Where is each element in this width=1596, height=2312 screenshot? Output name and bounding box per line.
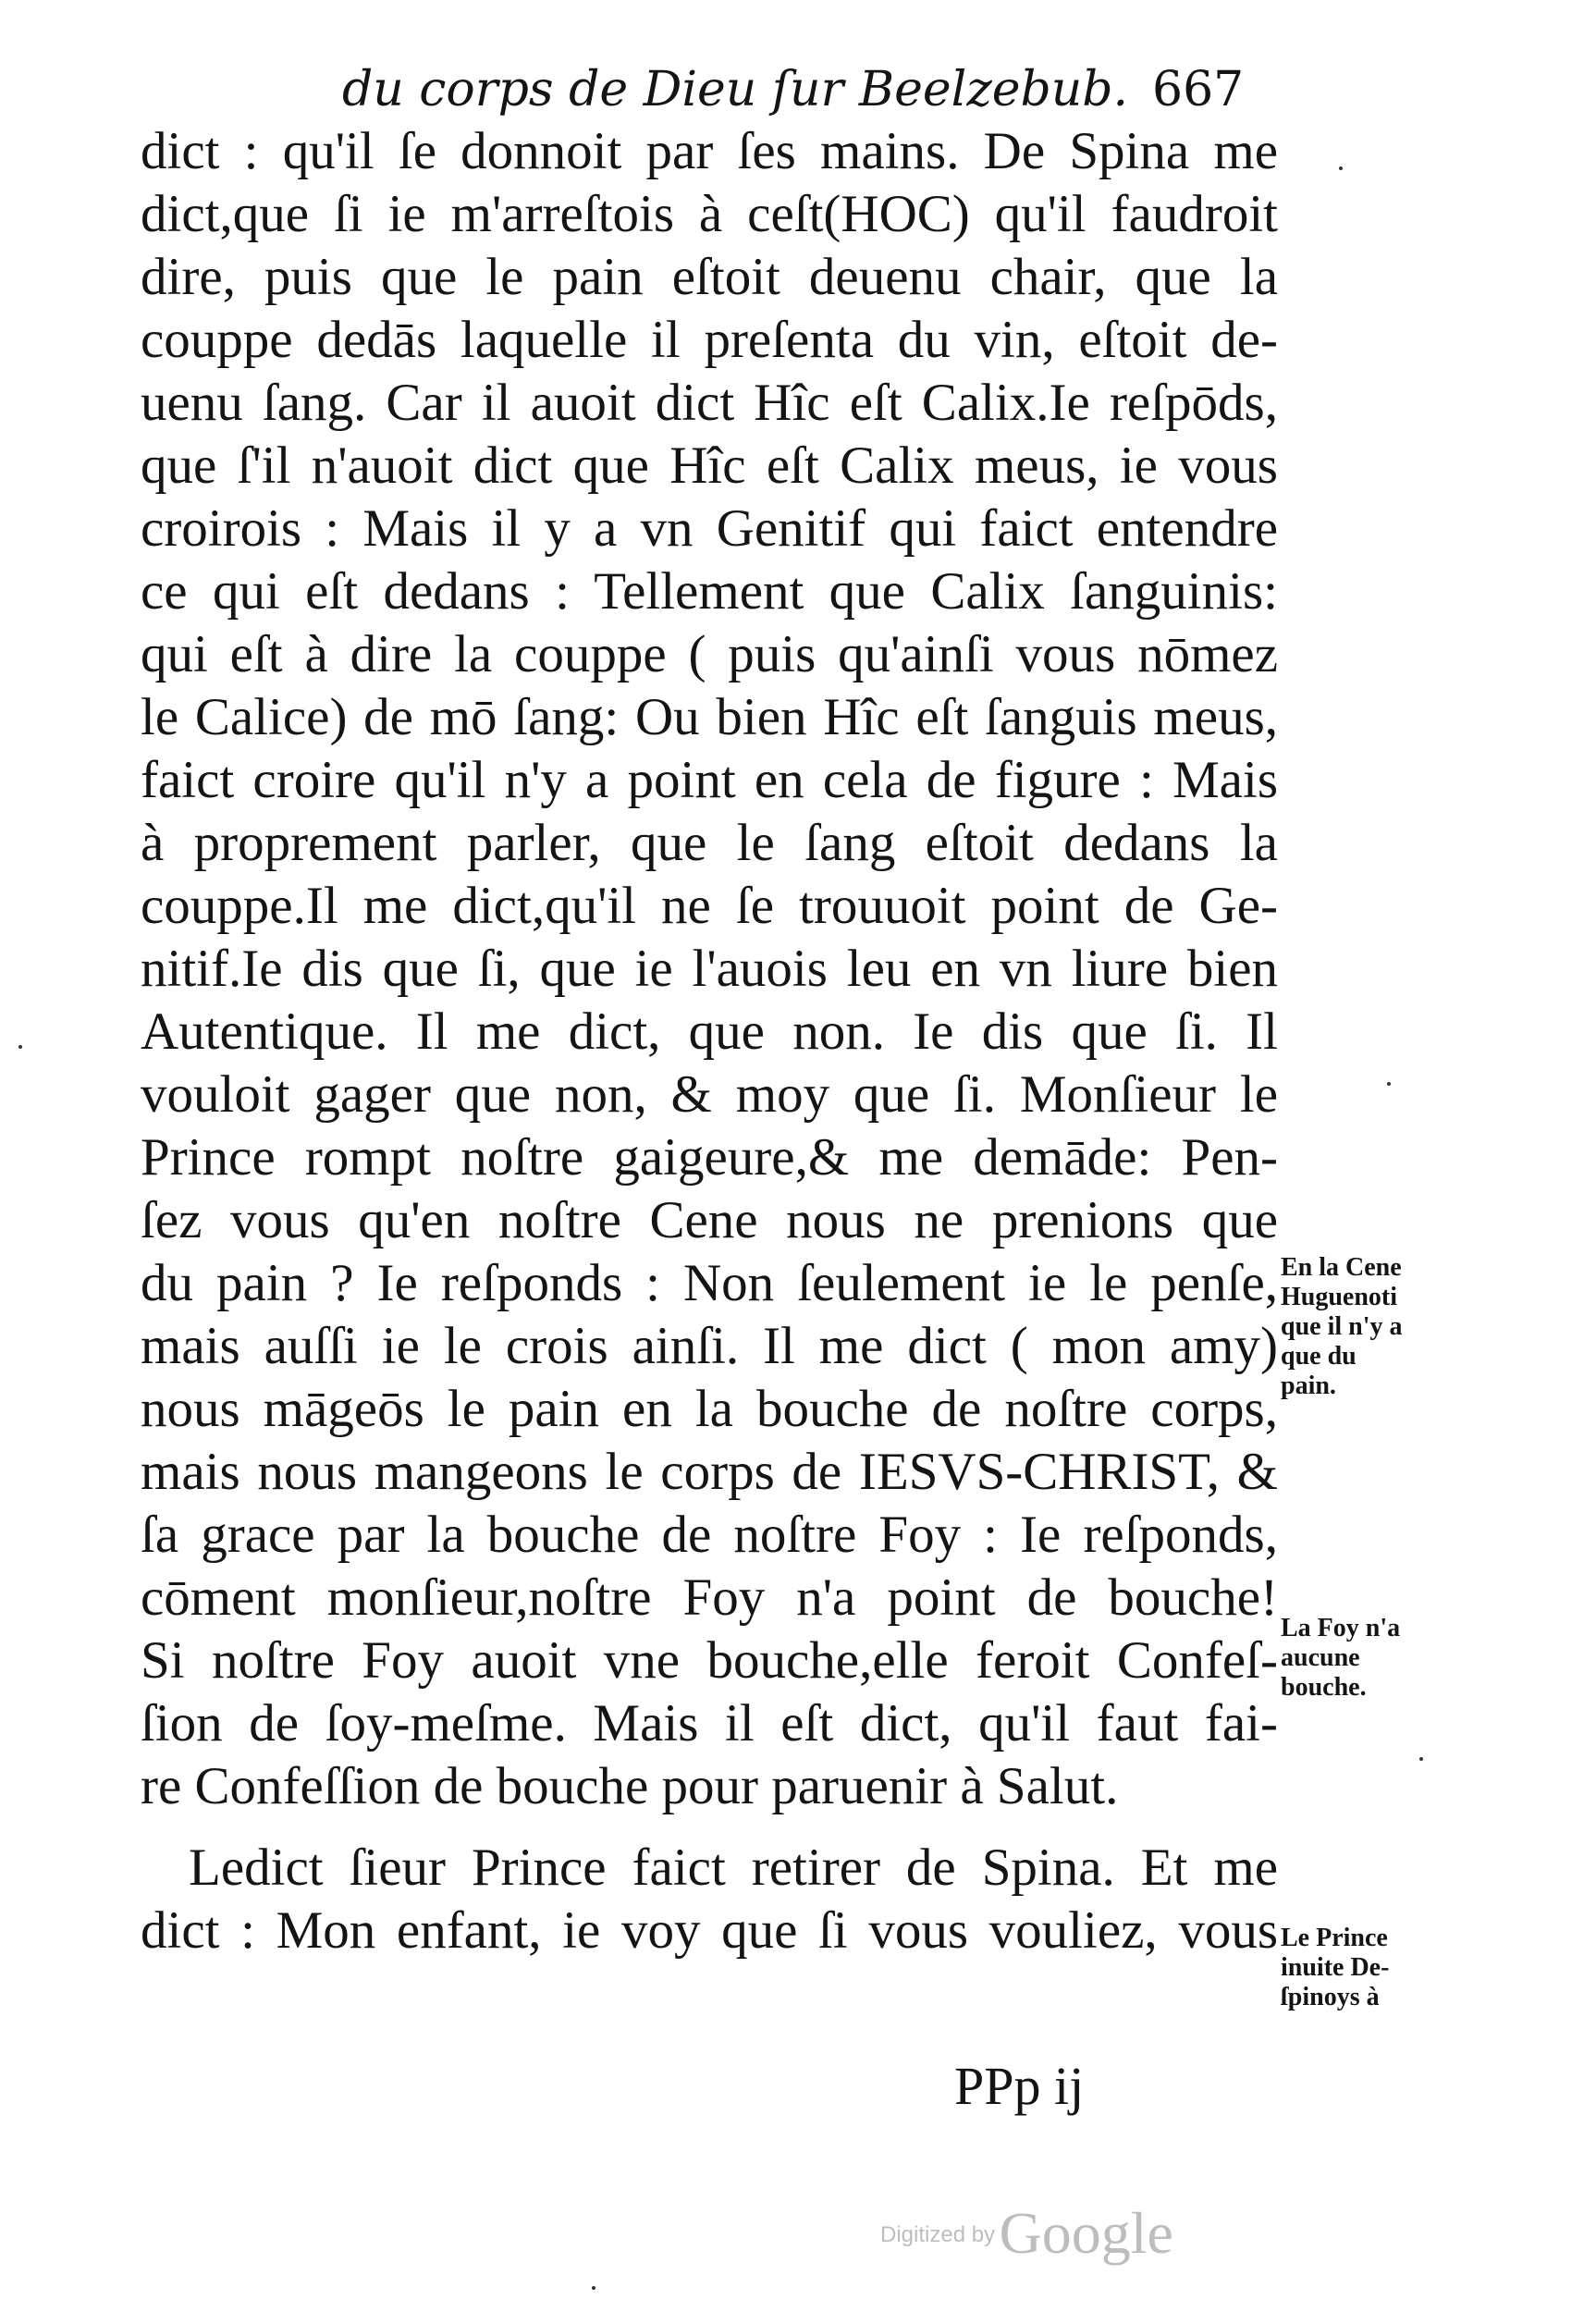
- text-line: croirois : Mais il y a vn Genitif qui faict entendre: [141, 499, 1278, 558]
- text-line: ce qui eſt dedans : Tellement que Calix ſanguinis:: [141, 562, 1278, 621]
- text-line: faict croire qu'il n'y a point en cela de figure : Mais: [141, 751, 1278, 809]
- text-line: uenu ſang. Car il auoit dict Hîc eſt Calix.Ie reſpōds,: [141, 374, 1278, 432]
- ink-speck: [1419, 1757, 1423, 1761]
- running-title: du corps de Dieu ſur Beelzebub.: [342, 62, 1129, 117]
- text-line: ſa grace par la bouche de noſtre Foy : Ie reſponds,: [141, 1506, 1278, 1564]
- text-line: dict : Mon enfant, ie voy que ſi vous vouliez, vous: [141, 1901, 1278, 1960]
- text-line: vouloit gager que non, & moy que ſi. Monſieur le: [141, 1065, 1278, 1124]
- text-line: mais nous mangeons le corps de IESVS-CHRIST, &: [141, 1443, 1278, 1501]
- text-line: qui eſt à dire la couppe ( puis qu'ainſi vous nōmez: [141, 625, 1278, 683]
- ink-speck: [592, 2286, 595, 2290]
- signature-mark: PPp ij: [954, 2056, 1085, 2116]
- text-line: dire, puis que le pain eſtoit deuenu chair, que la: [141, 248, 1278, 306]
- margin-note: La Foy n'a aucune bouche.: [1281, 1614, 1401, 1702]
- text-line: mais auſſi ie le crois ainſi. Il me dict ( mon amy): [141, 1317, 1278, 1375]
- ink-speck: [1339, 166, 1343, 170]
- page-number: 667: [1152, 62, 1245, 117]
- ink-speck: [1387, 1082, 1391, 1086]
- text-line: couppe dedās laquelle il preſenta du vin, eſtoit de-: [141, 311, 1278, 369]
- margin-note: En la Cene Huguenoti que il n'y a que du pain.: [1281, 1253, 1403, 1400]
- text-line: Prince rompt noſtre gaigeure,& me demāde: Pen-: [141, 1128, 1278, 1187]
- text-line: dict,que ſi ie m'arreſtois à ceſt(HOC) qu'il faudroit: [141, 185, 1278, 243]
- text-line: couppe.Il me dict,qu'il ne ſe trouuoit point de Ge-: [141, 877, 1278, 935]
- digitization-watermark: [880, 2199, 1173, 2268]
- paragraph-gap: [141, 1818, 1278, 1837]
- margin-note: Le Prince inuite De- ſpinoys à: [1281, 1924, 1390, 2011]
- text-line: Autentique. Il me dict, que non. Ie dis que ſi. Il: [141, 1002, 1278, 1061]
- watermark-prefix: Digitized by: [880, 2222, 996, 2247]
- text-line: que ſ'il n'auoit dict que Hîc eſt Calix meus, ie vous: [141, 437, 1278, 495]
- text-line: cōment monſieur,noſtre Foy n'a point de bouche!: [141, 1568, 1278, 1627]
- watermark-logo: Google: [999, 2200, 1173, 2266]
- text-line: Ledict ſieur Prince faict retirer de Spina. Et me: [189, 1839, 1278, 1897]
- ink-speck: [18, 1045, 22, 1049]
- text-line: re Confeſſion de bouche pour paruenir à Salut.: [141, 1757, 1119, 1815]
- text-line: le Calice) de mō ſang: Ou bien Hîc eſt ſanguis meus,: [141, 688, 1278, 746]
- text-line: nitif.Ie dis que ſi, que ie l'auois leu en vn liure bien: [141, 940, 1278, 998]
- text-line: ſion de ſoy-meſme. Mais il eſt dict, qu'il faut fai-: [141, 1694, 1278, 1752]
- text-line: du pain ? Ie reſponds : Non ſeulement ie le penſe,: [141, 1254, 1278, 1312]
- text-line: nous māgeōs le pain en la bouche de noſtre corps,: [141, 1380, 1278, 1438]
- text-line: ſez vous qu'en noſtre Cene nous ne prenions que: [141, 1191, 1278, 1249]
- text-line: dict : qu'il ſe donnoit par ſes mains. De Spina me: [141, 122, 1278, 180]
- text-line: Si noſtre Foy auoit vne bouche,elle feroit Confeſ-: [141, 1631, 1278, 1690]
- body-text: [141, 120, 1278, 1962]
- running-header: [129, 57, 1248, 122]
- text-line: à proprement parler, que le ſang eſtoit dedans la: [141, 814, 1278, 872]
